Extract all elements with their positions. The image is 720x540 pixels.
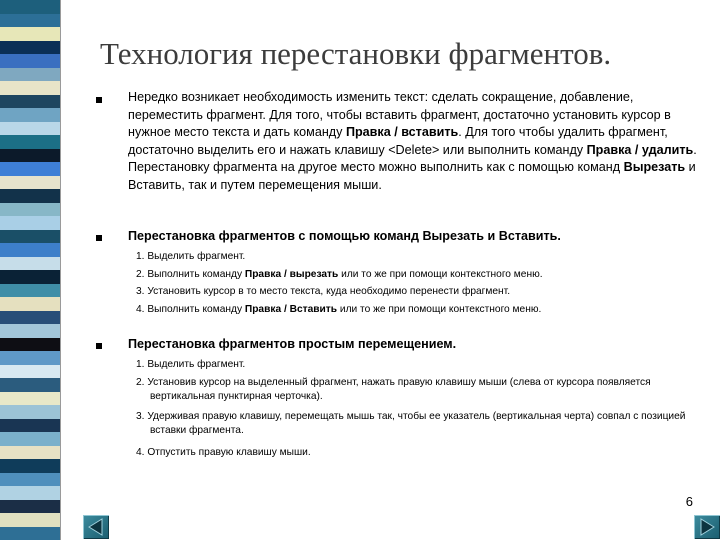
stripe-block <box>0 378 60 392</box>
stripe-block <box>0 513 60 527</box>
list-item: 4. Выполнить команду Правка / Вставить или то же при помощи контекстного меню. <box>136 303 542 315</box>
stripe-block <box>0 486 60 500</box>
stripe-block <box>0 405 60 419</box>
stripe-block <box>0 68 60 82</box>
stripe-block <box>0 122 60 136</box>
stripe-block <box>0 243 60 257</box>
section1-heading: Перестановка фрагментов с помощью команд Вырезать и Вставить. <box>128 229 561 243</box>
bullet-square-icon <box>96 97 102 103</box>
intro-paragraph: Нередко возникает необходимость изменить текст: сделать сокращение, добавление, переместить фрагмент. Для того, чтобы вставить фрагмент, достаточно установить курсор в нужное место текста и дать команду Правка / вставить. Для того чтобы удалить фрагмент, достаточно выделить его и нажать клавишу <Delete> или выполнить команду Правка / удалить. Перестановку фрагмента на другое место можно выполнить как с помощью команд Вырезать и Вставить, так и путем перемещения мыши. <box>128 90 697 192</box>
stripe-block <box>0 527 60 540</box>
stripe-block <box>0 500 60 514</box>
stripe-block <box>0 216 60 230</box>
stripe-block <box>0 446 60 460</box>
stripe-block <box>0 95 60 109</box>
stripe-block <box>0 257 60 271</box>
stripe-block <box>0 365 60 379</box>
stripe-block <box>0 311 60 325</box>
section2-steps <box>136 356 696 461</box>
stripe-block <box>0 81 60 95</box>
stripe-block <box>0 203 60 217</box>
slide-title: Технология перестановки фрагментов. <box>100 36 612 71</box>
stripe-block <box>0 54 60 68</box>
stripe-block <box>0 419 60 433</box>
list-item: 3. Установить курсор в то место текста, куда необходимо перенести фрагмент. <box>136 286 511 298</box>
list-item: 3. Удерживая правую клавишу, перемещать мышь так, чтобы ее указатель (вертикальная черта) совпал с позицией вставки фрагмента. <box>136 410 686 437</box>
list-item: 2. Установив курсор на выделенный фрагмент, нажать правую клавишу мыши (слева от курсора появляется вертикальная пунктирная черточка). <box>136 376 651 403</box>
stripe-block <box>0 473 60 487</box>
stripe-block <box>0 459 60 473</box>
stripe-block <box>0 324 60 338</box>
prev-slide-button[interactable] <box>83 515 109 539</box>
stripe-block <box>0 176 60 190</box>
stripe-block <box>0 108 60 122</box>
stripe-block <box>0 351 60 365</box>
list-item: 4. Отпустить правую клавишу мыши. <box>136 446 311 458</box>
list-item: 1. Выделить фрагмент. <box>136 359 246 370</box>
bullet-square-icon <box>96 343 102 349</box>
stripe-block <box>0 0 60 14</box>
bullet-square-icon <box>96 235 102 241</box>
right-arrow-icon <box>694 515 720 539</box>
stripe-block <box>0 230 60 244</box>
stripe-block <box>0 14 60 28</box>
stripe-block <box>0 135 60 149</box>
stripe-block <box>0 149 60 163</box>
stripe-block <box>0 284 60 298</box>
stripe-block <box>0 338 60 352</box>
left-arrow-icon <box>83 515 109 539</box>
list-item: 1. Выделить фрагмент. <box>136 251 246 262</box>
decorative-stripe-bar <box>0 0 61 540</box>
stripe-block <box>0 189 60 203</box>
page-number: 6 <box>685 494 693 509</box>
stripe-block <box>0 432 60 446</box>
stripe-block <box>0 270 60 284</box>
stripe-block <box>0 41 60 55</box>
section2-heading: Перестановка фрагментов простым перемещением. <box>128 337 457 351</box>
next-slide-button[interactable] <box>694 515 720 539</box>
stripe-block <box>0 392 60 406</box>
stripe-block <box>0 162 60 176</box>
list-item: 2. Выполнить команду Правка / вырезать или то же при помощи контекстного меню. <box>136 268 543 280</box>
section1-steps <box>136 248 696 318</box>
stripe-block <box>0 27 60 41</box>
stripe-block <box>0 297 60 311</box>
